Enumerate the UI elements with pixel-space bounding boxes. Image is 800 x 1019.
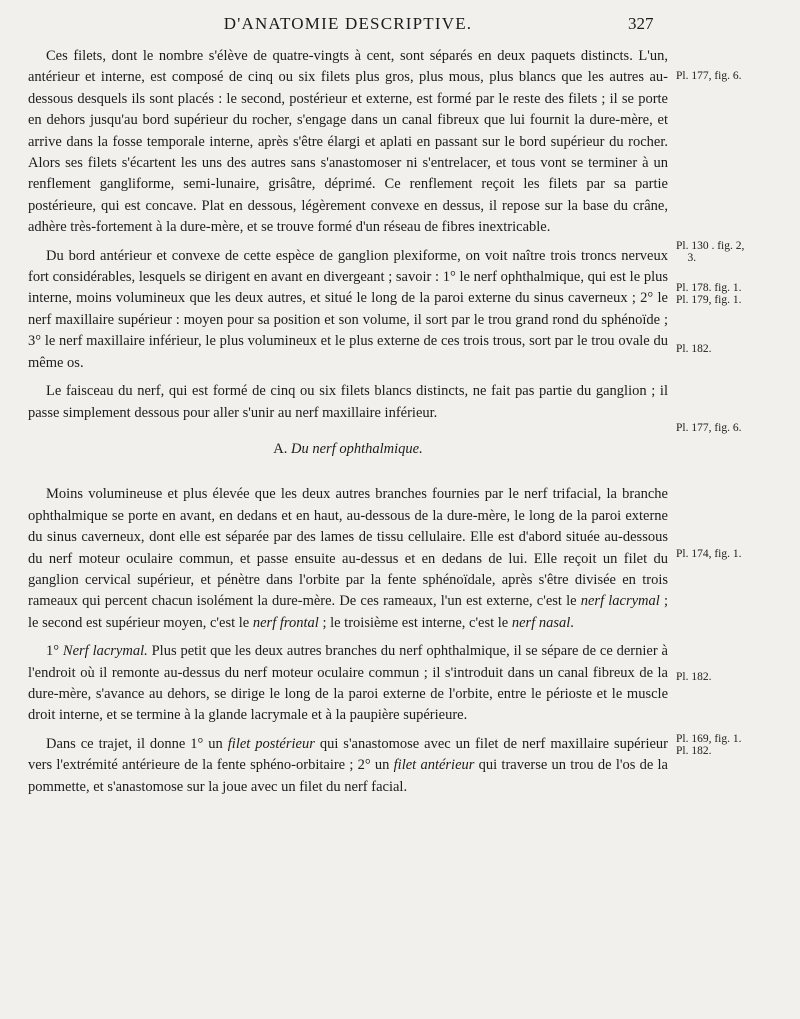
margin-note-plate-177-a: Pl. 177, fig. 6.	[676, 70, 742, 82]
term-nerf-frontal: nerf frontal	[252, 614, 319, 631]
paragraph-4-mid1: ; le second est supérieur moyen, c'est le	[28, 593, 669, 631]
main-text-column	[28, 46, 668, 805]
paragraph-6-mid: qui s'anastomose avec un filet de nerf maxillaire supérieur vers l'extrémité antérieure de la fente sphéno-orbitaire ; 2° un	[28, 735, 668, 774]
paragraph-4	[28, 484, 668, 634]
margin-note-plate-178-179: Pl. 178. fig. 1. Pl. 179, fig. 1.	[676, 282, 742, 306]
margin-note-plate-174: Pl. 174, fig. 1.	[676, 548, 742, 560]
section-letter: A.	[273, 440, 288, 457]
paragraph-2: Du bord antérieur et convexe de cette espèce de ganglion plexiforme, on voit naître trois troncs nerveux fort considérables, lesquels se dirigent en avant en divergeant ; savoir : 1° le nerf ophthalmique, qui est le plus interne, moins volumineux que les deux autres, et situé le long de la paroi externe du sinus caverneux ; 2° le nerf maxillaire supérieur : moyen pour sa position et son volume, il sort par le trou grand rond du sphénoïde ; 3° le nerf maxillaire inférieur, le plus volumineux et le plus externe de ces trois trous, sort par le trou ovale du même os.	[28, 247, 668, 371]
margin-note-plate-169: Pl. 169, fig. 1. Pl. 182.	[676, 733, 742, 757]
term-filet-anterieur: filet antérieur	[393, 757, 475, 774]
paragraph-6-start: Dans ce trajet, il donne 1° un	[46, 735, 228, 752]
paragraph-3: Le faisceau du nerf, qui est formé de cinq ou six filets blancs distincts, ne fait pas partie du ganglion ; il passe simplement dessous pour aller s'unir au nerf maxillaire inférieur.	[28, 383, 668, 421]
term-nerf-nasal: nerf nasal	[511, 614, 571, 631]
paragraph-4-text: Moins volumineuse et plus élevée que les deux autres branches fournies par le nerf trifacial, la branche ophthalmique se porte en avant, en dedans et en haut, au-dessous de la dure-mère, le long de la paroi externe du sinus caverneux, dont elle est séparée par des lames de tissu cellulaire. Elle est d'abord située au-dessous du nerf moteur oculaire commun, et passe ensuite au-dessus et en dedans de lui. Elle reçoit un filet du ganglion cervical supérieur, et pénètre dans l'orbite par la fente sphénoïdale, après s'être divisée en trois rameaux qui percent chacun isolément la dure-mère. De ces rameaux, l'un est externe, c'est le	[28, 486, 668, 610]
term-nerf-lacrymal: nerf lacrymal	[580, 593, 660, 610]
paragraph-1: Ces filets, dont le nombre s'élève de quatre-vingts à cent, sont séparés en deux paquets distincts. L'un, antérieur et interne, est composé de cinq ou six filets plus gros, plus mous, plus blancs que les autres au-dessous desquels ils sont placés : le second, postérieur et externe, est formé par le reste des filets ; il se porte en dehors jusqu'au bord supérieur du rocher, s'engage dans un canal fibreux que lui fournit la dure-mère, et arrive dans la fosse temporale interne, après s'être élargi et aplati en passant sur le bord supérieur du rocher. Alors ses filets s'écartent les uns des autres sans s'anastomoser ni s'entrelacer, et tous vont se terminer à un renflement gangliforme, semi-lunaire, grisâtre, déprimé. Ce renflement reçoit les filets par sa partie postérieure, qui est concave. Plat en dessous, légèrement convexe en dessus, il repose sur la base du crâne, adhère très-fortement à la dure-mère, et se trouve formé d'un réseau de fibres inextricable.	[28, 48, 668, 236]
paragraph-5-text: Plus petit que les deux autres branches du nerf ophthalmique, il se sépare de ce dernier à l'endroit où il remonte au-dessus du nerf moteur oculaire commun ; il s'introduit dans un canal fibreux de la dure-mère, s'avance au dehors, se dirige le long de la paroi externe de l'orbite, entre le périoste et le muscle droit interne, et se termine à la glande lacrymale et à la paupière supérieure.	[28, 643, 668, 724]
margin-note-plate-177-b: Pl. 177, fig. 6.	[676, 422, 742, 434]
paragraph-6-end: qui traverse un trou de l'os de la pommette, et s'anastomose sur la joue avec un filet du nerf facial.	[28, 757, 668, 795]
section-title: Du nerf ophthalmique.	[291, 440, 423, 457]
subheading-nerf-lacrymal: Nerf lacrymal.	[62, 643, 148, 660]
page-number: 327	[628, 14, 654, 33]
paragraph-5-number: 1°	[46, 643, 63, 660]
paragraph-4-end: .	[570, 614, 574, 631]
margin-note-plate-182-b: Pl. 182.	[676, 671, 712, 683]
paragraph-5	[28, 641, 668, 727]
term-filet-posterieur: filet postérieur	[227, 735, 315, 752]
section-heading	[28, 439, 668, 460]
margin-note-plate-130: Pl. 130 . fig. 2, 3.	[676, 240, 745, 264]
running-title: D'ANATOMIE DESCRIPTIVE.	[223, 14, 473, 33]
margin-note-plate-182-a: Pl. 182.	[676, 343, 712, 355]
paragraph-4-mid2: ; le troisième est interne, c'est le	[318, 614, 512, 631]
paragraph-6	[28, 734, 668, 798]
